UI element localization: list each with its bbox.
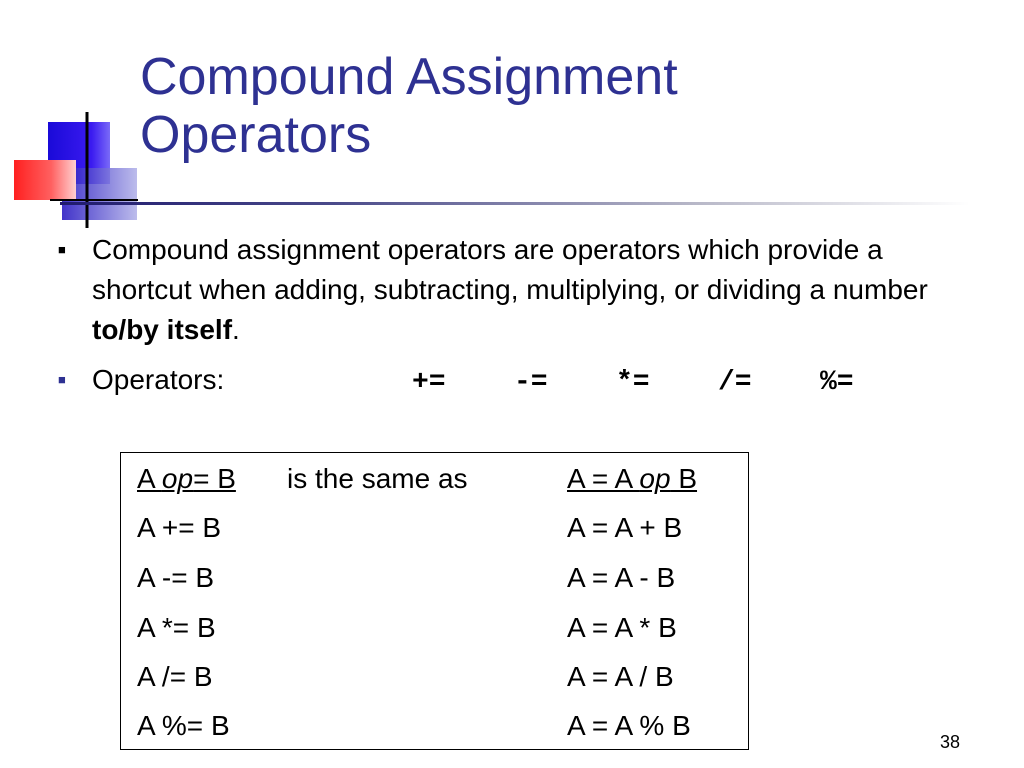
title-underline <box>60 202 970 205</box>
header-right: A = A op B <box>567 463 698 494</box>
operator-divide-equals: /= <box>718 367 752 398</box>
definition-period: . <box>232 314 240 345</box>
header-middle: is the same as <box>287 463 468 494</box>
operator-mod-equals: %= <box>820 367 854 398</box>
square-bullet-icon: ■ <box>58 242 66 257</box>
row-left: A %= B <box>137 710 230 741</box>
operator-plus-equals: += <box>412 367 446 398</box>
row-left: A /= B <box>137 661 213 692</box>
square-bullet-icon: ■ <box>58 372 66 387</box>
operator-minus-equals: -= <box>514 367 548 398</box>
operators-label: Operators: <box>92 364 225 395</box>
row-right: A = A / B <box>567 661 674 692</box>
title-line-2: Operators <box>140 106 372 164</box>
equivalence-table <box>120 452 749 750</box>
definition-text: Compound assignment operators are operators which provide a shortcut when adding, subtracting, multiplying, or dividing a number <box>92 234 928 305</box>
row-right: A = A - B <box>567 562 676 593</box>
bullet-definition <box>52 230 972 350</box>
row-left: A *= B <box>137 612 216 643</box>
bullet-list <box>52 230 972 400</box>
page-number: 38 <box>940 732 961 752</box>
bullet-operators <box>52 360 972 400</box>
header-left: A op= B <box>137 463 236 494</box>
row-right: A = A % B <box>567 710 691 741</box>
slide-title <box>140 48 1000 164</box>
row-left: A += B <box>137 512 222 543</box>
definition-bold: to/by itself <box>92 314 233 345</box>
operator-times-equals: *= <box>616 367 650 398</box>
row-right: A = A * B <box>567 612 677 643</box>
operator-list <box>412 363 922 403</box>
title-line-1: Compound Assignment <box>140 48 678 106</box>
row-left: A -= B <box>137 562 215 593</box>
row-right: A = A + B <box>567 512 683 543</box>
